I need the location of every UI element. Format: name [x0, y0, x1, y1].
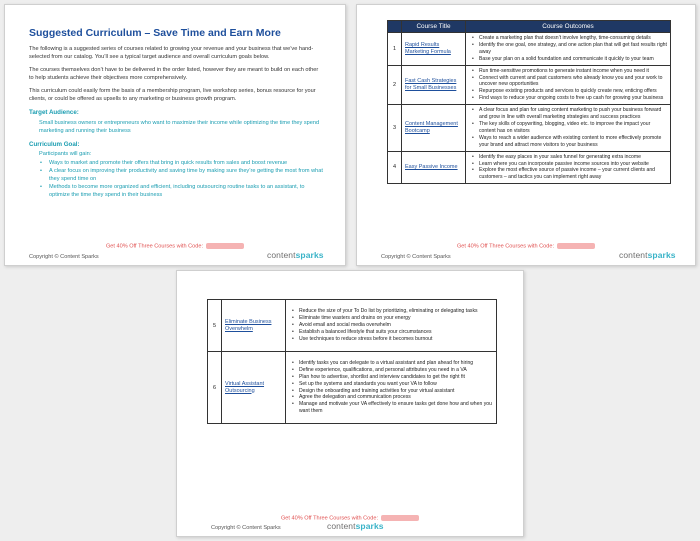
outcome-list — [470, 107, 667, 148]
intro-paragraph-1: The following is a suggested series of courses related to growing your revenue and your business that we’ve hand-selected from our catalog. You’ll see a typical target audience and overall curriculum goals below. — [29, 46, 314, 60]
table-header-row — [388, 21, 671, 33]
table-header-number — [388, 21, 402, 33]
logo-text-main: content — [267, 250, 296, 260]
course-number: 2 — [388, 65, 402, 105]
goal-item: • A clear focus on improving their productivity and saving time by making sure they’re getting the most from what they spend time on — [39, 167, 323, 183]
logo-text-accent: sparks — [647, 250, 676, 260]
logo-text-accent: sparks — [355, 521, 384, 531]
outcome-item: • Ways to reach a wider audience with existing content to more effectively promote your brand and attract more visitors to your business — [470, 135, 667, 149]
copyright-text: Copyright © Content Sparks — [381, 254, 451, 260]
outcome-item: • Learn where you can incorporate passive income sources into your website — [470, 161, 667, 168]
document-page-3 — [176, 270, 524, 537]
target-audience-heading: Target Audience: — [29, 109, 79, 116]
intro-paragraph-2: The courses themselves don’t have to be delivered in the order listed, however they are meant to build on each other to help students achieve their objectives more comprehensively. — [29, 67, 319, 81]
copyright-text: Copyright © Content Sparks — [29, 254, 99, 260]
outcome-item: • Use techniques to reduce stress before it becomes burnout — [290, 336, 493, 343]
course-number: 1 — [388, 33, 402, 66]
table-row — [388, 151, 671, 184]
table-row — [208, 300, 497, 352]
outcome-list — [290, 308, 493, 343]
outcome-item: • Manage and motivate your VA effectively to ensure tasks get done how and when you want them — [290, 401, 493, 415]
course-title-link[interactable]: Virtual Assistant Outsourcing — [225, 380, 265, 394]
promo-text: Get 40% Off Three Courses with Code: — [456, 243, 555, 250]
content-sparks-logo — [619, 250, 676, 260]
logo-text-main: content — [619, 250, 648, 260]
logo-text-accent: sparks — [295, 250, 324, 260]
page-title: Suggested Curriculum – Save Time and Earn More — [29, 27, 281, 39]
outcome-item: • Create a marketing plan that doesn’t involve lengthy, time-consuming details — [470, 35, 667, 42]
content-sparks-logo — [267, 250, 324, 260]
logo-text-main: content — [327, 521, 356, 531]
table-header-title: Course Title — [402, 21, 466, 33]
course-table-part-1 — [387, 20, 671, 184]
intro-paragraph-3: This curriculum could easily form the basis of a membership program, live workshop series, bonus resource for your clients, or could be offered as upsells to any marketing or business growth program. — [29, 88, 316, 102]
curriculum-goal-subheading: Participants will gain: — [39, 151, 92, 157]
document-page-2 — [356, 4, 696, 266]
promo-footer — [357, 243, 695, 249]
course-table-part-2 — [207, 299, 497, 424]
content-sparks-logo — [327, 521, 384, 531]
outcome-item: • Reduce the size of your To Do list by prioritizing, eliminating or delegating tasks — [290, 308, 493, 315]
course-number: 3 — [388, 105, 402, 151]
table-row — [388, 105, 671, 151]
course-title-link[interactable]: Fast Cash Strategies for Small Businesses — [405, 77, 457, 91]
outcome-item: • Agree the delegation and communication process — [290, 394, 493, 401]
promo-code-redacted — [557, 243, 595, 249]
outcome-list — [470, 35, 667, 63]
outcome-item: • Explore the most effective source of passive income – your current clients and customers – and tactics you can implement right away — [470, 167, 667, 181]
outcome-item: • Identify the one goal, one strategy, and one action plan that will get fast results right away — [470, 42, 667, 56]
promo-code-redacted — [206, 243, 244, 249]
goal-list — [29, 159, 323, 199]
goal-item: • Ways to market and promote their offers that bring in quick results from sales and boost revenue — [39, 159, 323, 167]
goal-item: • Methods to become more organized and efficient, including outsourcing routine tasks to an assistant, to optimize the time they spend in their business — [39, 183, 323, 199]
promo-text: Get 40% Off Three Courses with Code: — [280, 515, 379, 522]
outcome-list — [470, 68, 667, 103]
outcome-item: • The key skills of copywriting, blogging, video etc. to improve the impact your content has on visitors — [470, 121, 667, 135]
outcome-list — [470, 154, 667, 182]
course-number: 4 — [388, 151, 402, 184]
table-row — [208, 352, 497, 424]
table-row — [388, 65, 671, 105]
outcome-item: • Base your plan on a solid foundation and communicate it quickly to your team — [470, 56, 667, 63]
course-title-link[interactable]: Content Management Bootcamp — [405, 120, 458, 134]
course-number: 6 — [208, 352, 222, 424]
promo-footer — [5, 243, 345, 249]
curriculum-goal-heading: Curriculum Goal: — [29, 141, 80, 148]
outcome-item: • Define experience, qualifications, and personal attributes you need in a VA — [290, 367, 493, 374]
promo-text: Get 40% Off Three Courses with Code: — [105, 243, 204, 250]
outcome-item: • Identify the easy places in your sales funnel for generating extra income — [470, 154, 667, 161]
target-audience-text: Small business owners or entrepreneurs who want to maximize their income while optimizing the time they spend marketing and running their business — [39, 120, 320, 134]
course-title-link[interactable]: Rapid Results Marketing Formula — [405, 41, 451, 55]
course-title-link[interactable]: Easy Passive Income — [405, 163, 458, 170]
outcome-list — [290, 360, 493, 415]
outcome-item: • Set up the systems and standards you want your VA to follow — [290, 381, 493, 388]
outcome-item: • Connect with current and past customers who already know you and your work to uncover new opportunities — [470, 75, 667, 89]
table-row — [388, 33, 671, 66]
outcome-item: • Eliminate time wasters and drains on your energy — [290, 315, 493, 322]
course-title-link[interactable]: Eliminate Business Overwhelm — [225, 318, 272, 332]
course-number: 5 — [208, 300, 222, 352]
outcome-item: • Establish a balanced lifestyle that suits your circumstances — [290, 329, 493, 336]
outcome-item: • Design the onboarding and training activities for your virtual assistant — [290, 388, 493, 395]
outcome-item: • Identify tasks you can delegate to a virtual assistant and plan ahead for hiring — [290, 360, 493, 367]
table-header-outcomes: Course Outcomes — [466, 21, 671, 33]
outcome-item: • Find ways to reduce your ongoing costs to free up cash for growing your business — [470, 95, 667, 102]
outcome-item: • A clear focus and plan for using content marketing to push your business forward and grow in line with overall marketing strategies and success practices — [470, 107, 667, 121]
outcome-item: • Run time-sensitive promotions to generate instant income when you need it — [470, 68, 667, 75]
outcome-item: • Avoid email and social media overwhelm — [290, 322, 493, 329]
promo-code-redacted — [381, 515, 419, 521]
copyright-text: Copyright © Content Sparks — [211, 525, 281, 531]
outcome-item: • Plan how to advertise, shortlist and interview candidates to get the right fit — [290, 374, 493, 381]
outcome-item: • Repurpose existing products and services to quickly create new, enticing offers — [470, 88, 667, 95]
document-page-1 — [4, 4, 346, 266]
